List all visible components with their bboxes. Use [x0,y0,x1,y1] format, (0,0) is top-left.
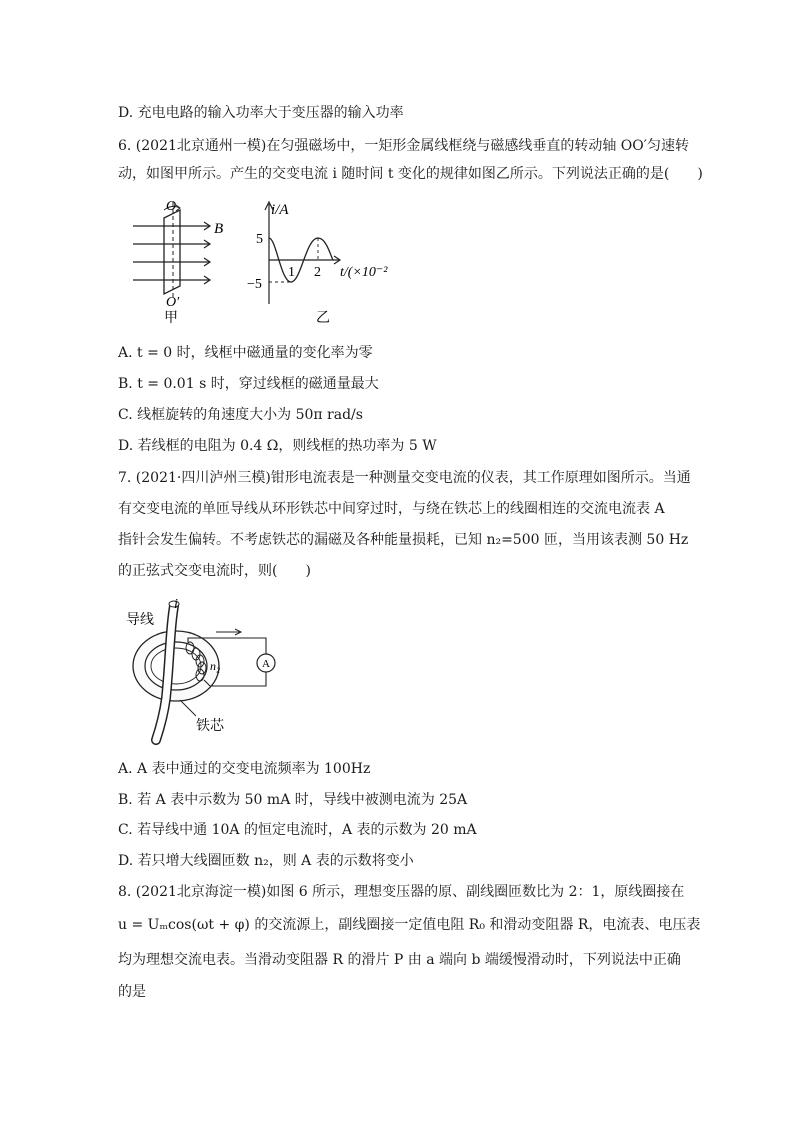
tick-y-neg: −5 [247,277,262,292]
q8-stem-line3: 均为理想交流电表。当滑动变阻器 R 的滑片 P 由 a 端向 b 端缓慢滑动时，下列说法中正确 [118,952,681,968]
q6-option-c: C. 线框旋转的角速度大小为 50π rad/s [118,407,363,423]
q6-figure-graph [240,196,410,328]
label-A: A [262,658,270,670]
q7-option-b: B. 若 A 表中示数为 50 mA 时，导线中被测电流为 25A [118,792,468,808]
q8-stem-line4: 的是 [118,984,146,1000]
q7-stem-line4: 的正弦式交变电流时，则( ) [118,563,311,579]
label-core: 铁芯 [196,719,224,734]
q7-figure-clamp-meter [118,588,293,748]
q7-option-d: D. 若只增大线圈匝数 n₂，则 A 表的示数将变小 [118,853,414,869]
label-wire: 导线 [126,613,154,628]
label-O-prime: O′ [166,295,180,310]
tick-x2: 2 [314,265,321,280]
q6-option-b: B. t = 0.01 s 时，穿过线框的磁通量最大 [118,376,379,392]
label-n2: n₂ [210,659,221,673]
q6-stem-line1: 6. (2021北京通州一模)在匀强磁场中，一矩形金属线框绕与磁感线垂直的转动轴 OO′匀速转 [118,138,689,154]
q5-option-d: D. 充电电路的输入功率大于变压器的输入功率 [118,105,404,121]
q8-stem-line2: u = Uₘcos(ωt + φ) 的交流源上，副线圈接一定值电阻 R₀ 和滑动变阻器 R，电流表、电压表 [118,917,701,933]
label-B: B [214,221,224,237]
q6-stem-line2: 动，如图甲所示。产生的交变电流 i 随时间 t 变化的规律如图乙所示。下列说法正确的是( ) [118,166,703,182]
q7-stem-line3: 指针会发生偏转。不考虑铁芯的漏磁及各种能量损耗，已知 n₂=500 匝，当用该表测 50 Hz [118,532,689,548]
q7-stem-line2: 有交变电流的单匝导线从环形铁芯中间穿过时，与绕在铁芯上的线圈相连的交流电流表 A [118,501,665,517]
label-O: O [166,199,177,214]
caption-jia: 甲 [164,311,178,326]
q7-option-c: C. 若导线中通 10A 的恒定电流时，A 表的示数为 20 mA [118,822,477,838]
tick-x1: 1 [288,265,295,280]
q6-option-d: D. 若线框的电阻为 0.4 Ω，则线框的热功率为 5 W [118,438,437,454]
ylabel: i/A [271,202,289,218]
q8-stem-line1: 8. (2021北京海淀一模)如图 6 所示，理想变压器的原、副线圈匝数比为 2：1，原线圈接在 [118,884,685,900]
tick-y-pos: 5 [256,232,263,247]
q6-option-a: A. t = 0 时，线框中磁通量的变化率为零 [118,345,373,361]
xlabel: t/(×10⁻² [340,265,388,280]
caption-yi: 乙 [316,311,330,326]
q7-stem-line1: 7. (2021·四川泸州三模)钳形电流表是一种测量交变电流的仪表，其工作原理如图所示。当通 [118,470,691,486]
q7-option-a: A. A 表中通过的交变电流频率为 100Hz [118,761,371,777]
q6-figure-coil [118,196,258,328]
label-i: i [174,597,178,612]
